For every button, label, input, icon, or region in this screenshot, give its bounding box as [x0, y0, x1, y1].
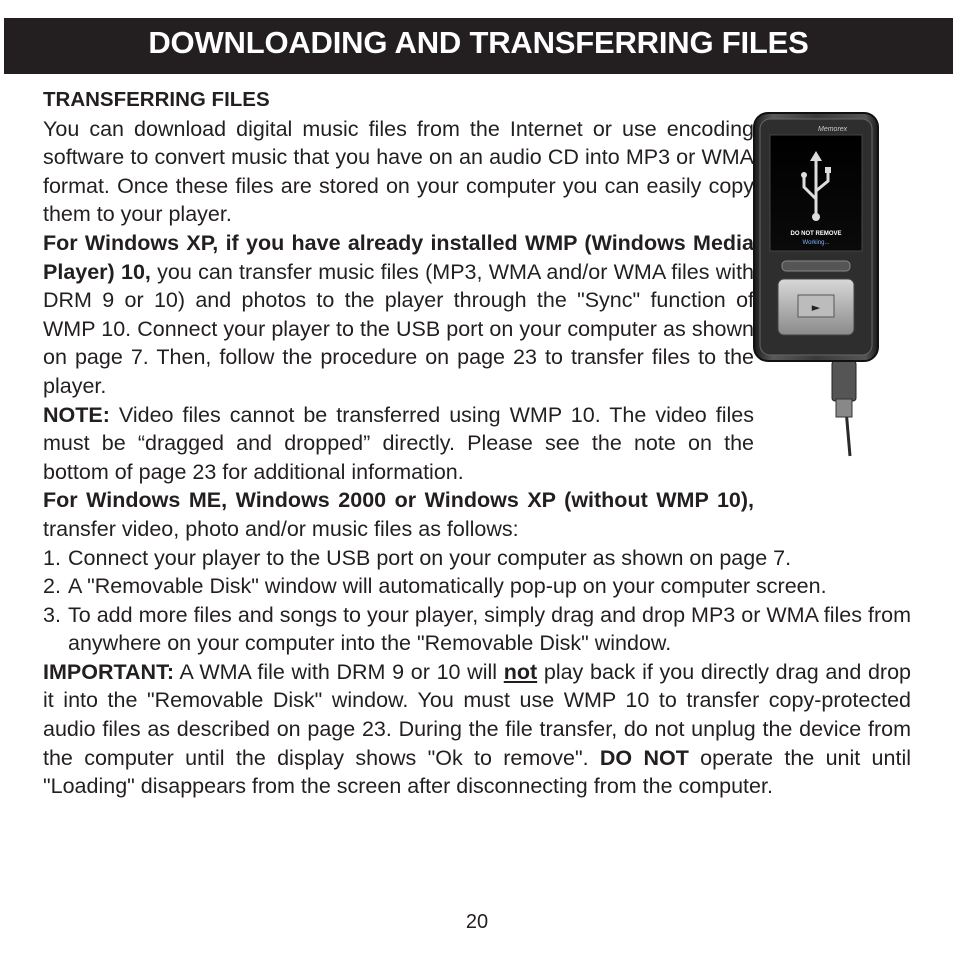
device-screen-line2: Working... — [802, 240, 830, 246]
do-not-label: DO NOT — [599, 745, 689, 770]
list-item — [43, 601, 911, 658]
important-label: IMPORTANT: — [43, 659, 174, 684]
step-number: 2. — [43, 574, 61, 599]
step-text: Connect your player to the USB port on your computer as shown on page 7. — [68, 545, 792, 570]
page-content — [43, 86, 911, 801]
page-number: 20 — [465, 911, 489, 933]
important-text-1: A WMA file with DRM 9 or 10 will — [173, 659, 504, 684]
important-text-3: operate the unit until "Loading" disappears from the screen after disconnecting from the computer. — [43, 745, 911, 799]
windows-me-paragraph — [43, 486, 911, 543]
step-text: A "Removable Disk" window will automatically pop-up on your computer screen. — [68, 574, 827, 599]
important-underline: not — [503, 659, 538, 684]
list-item — [43, 544, 911, 573]
intro-paragraph: You can download digital music files from the Internet or use encoding software to convert music that you have on an audio CD into MP3 or WMA format. Once these files are stored on your computer you can easily copy them to your player. — [43, 116, 754, 227]
page-title: DOWNLOADING AND TRANSFERRING FILES — [148, 25, 809, 60]
note-label: NOTE: — [43, 402, 110, 427]
device-brand: Memorex — [818, 126, 848, 133]
important-paragraph — [43, 658, 911, 801]
windows-me-text: transfer video, photo and/or music files as follows: — [43, 516, 519, 541]
page-header — [4, 18, 953, 74]
note-text: Video files cannot be transferred using WMP 10. The video files must be “dragged and dropped” directly. Please see the note on the bottom of page 23 for additional information. — [43, 402, 754, 484]
important-text-2: play back if you directly drag and drop it into the "Removable Disk" window. You must use WMP 10 to transfer copy-protected audio files as described on page 23. During the file transfer, do not unplug the device from the computer until the display shows "Ok to remove". — [43, 659, 911, 770]
wmp10-text: you can transfer music files (MP3, WMA and/or WMA files with DRM 9 or 10) and photos to the player through the "Sync" function of WMP 10. Connect your player to the USB port on your computer as shown on page 7. Then, follow the procedure on page 23 to transfer files to the player. — [43, 259, 754, 398]
step-number: 1. — [43, 545, 61, 570]
wmp10-bold: For Windows XP, if you have already installed WMP (Windows Media Player) 10, — [43, 230, 754, 284]
section-title: TRANSFERRING FILES — [43, 88, 270, 111]
list-item — [43, 572, 911, 601]
step-number: 3. — [43, 602, 61, 627]
image-space — [754, 115, 954, 490]
device-screen-line1: DO NOT REMOVE — [790, 231, 842, 237]
step-text: To add more files and songs to your player, simply drag and drop MP3 or WMA files from anywhere on your computer into the "Removable Disk" window. — [68, 602, 911, 656]
windows-me-bold: For Windows ME, Windows 2000 or Windows XP (without WMP 10), — [43, 488, 754, 513]
play-icon: ► — [811, 301, 821, 314]
